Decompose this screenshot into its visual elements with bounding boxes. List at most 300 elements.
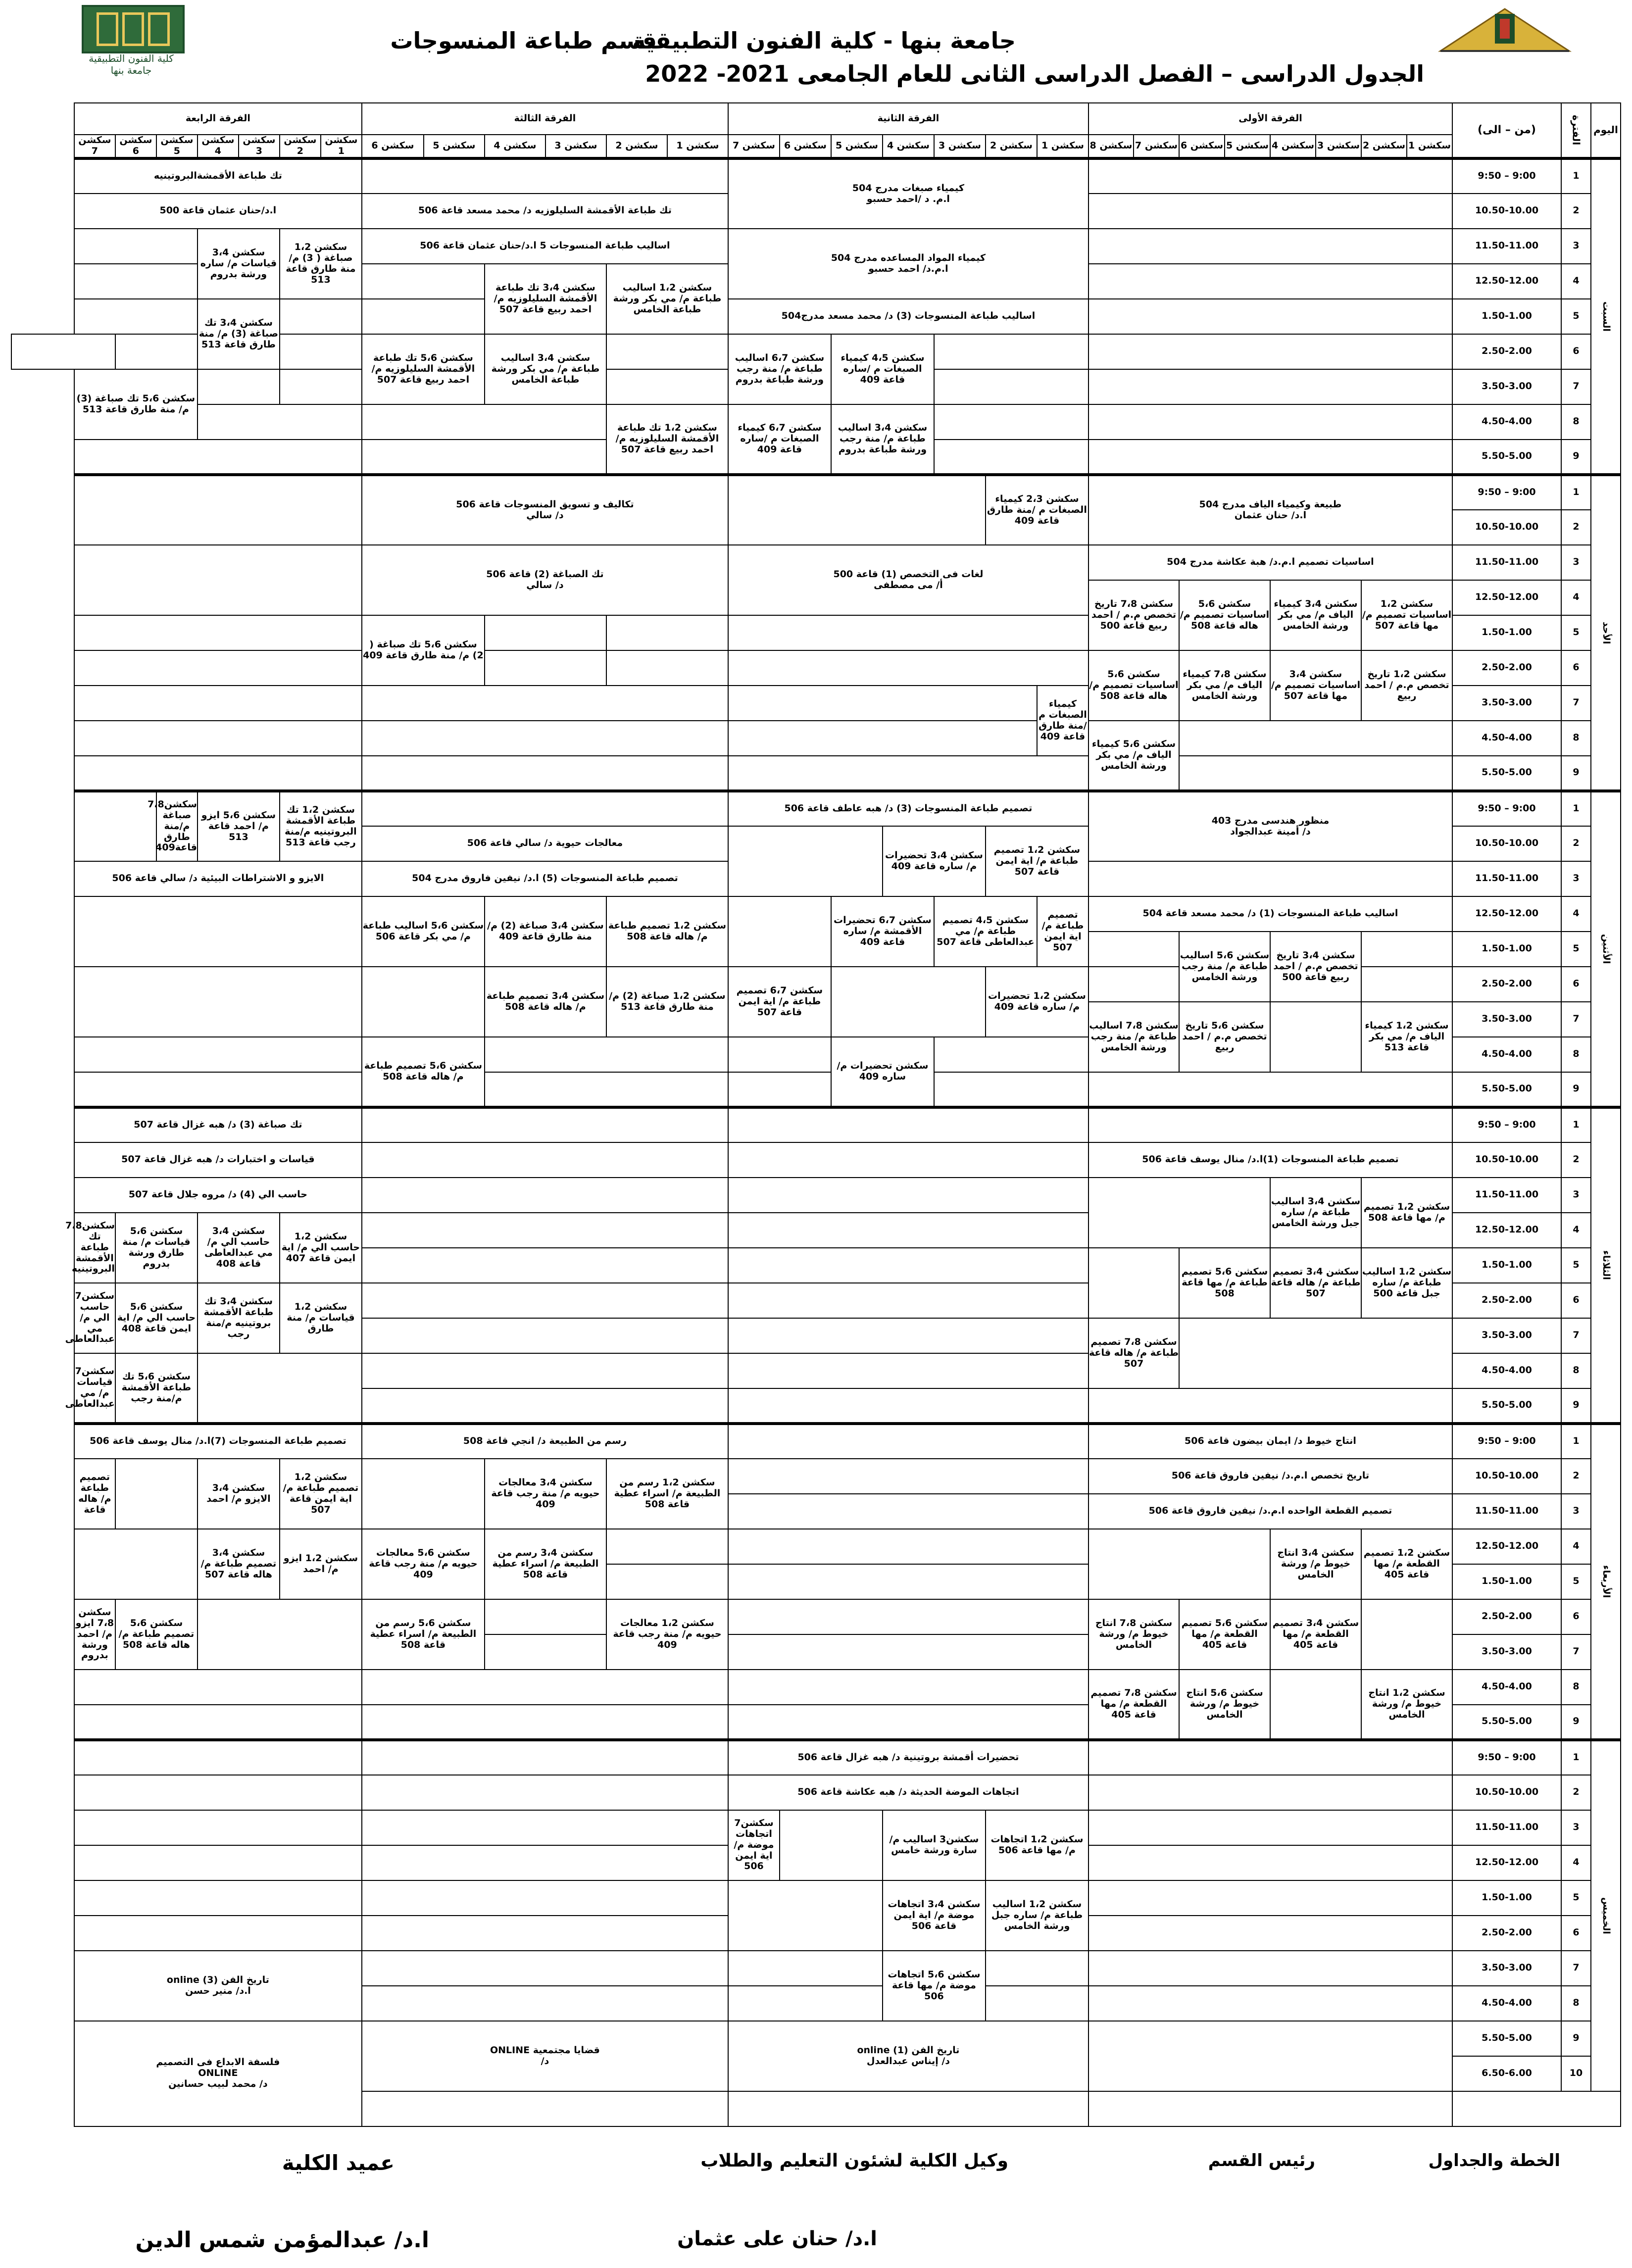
cell-empty (485, 615, 606, 650)
footer-head: رئيس القسم (1208, 2151, 1315, 2170)
period-num: 4 (1561, 1845, 1591, 1880)
cell-empty (728, 1494, 1088, 1529)
cell-empty (74, 1072, 362, 1107)
cell-empty (728, 2091, 1088, 2126)
cell-empty (728, 475, 986, 545)
mon-g4-sec: سكشن7،8 صباغة م/منة طارق قاعة409 (156, 791, 198, 861)
cell-empty (362, 440, 606, 475)
wed-g4-sec: سكشن 3،4 الايزو م/ احمد (198, 1459, 280, 1529)
cell-empty (280, 369, 362, 404)
wed-g4-sec: سكشن 1،2 ايزو م/ احمد (280, 1529, 362, 1599)
time-slot: 5.50-5.00 (1452, 1072, 1561, 1107)
mon-g2-sec: سكشن 1،2 تصميم طباعة م/ اية ايمن قاعة 507 (986, 826, 1088, 896)
period-num: 9 (1561, 2021, 1591, 2056)
sun-g1-sec: سكشن 7،8 تاريخ تخصص م.م / احمد ربيع قاعة 500 (1088, 580, 1179, 650)
time-slot: 3.50-3.00 (1452, 1318, 1561, 1353)
day-wednesday: الأربعاء (1591, 1424, 1621, 1740)
period-num: 7 (1561, 1002, 1591, 1037)
schedule-title: الجدول الدراسى – الفصل الدراسى الثانى للعام الجامعى 2021- 2022 (645, 60, 1424, 87)
time-slot: 11.50-11.00 (1452, 1810, 1561, 1845)
tue-g4-sec: سكشن7 قياسات م/ مي عبدالعاطى (74, 1353, 115, 1424)
cell-empty (362, 967, 485, 1037)
cell-empty (362, 686, 728, 721)
cell-empty (986, 1951, 1088, 1986)
time-slot: 9:50 – 9:00 (1452, 791, 1561, 826)
cell-empty (74, 1810, 362, 1845)
time-slot: 3.50-3.00 (1452, 1634, 1561, 1670)
group-3-header: الفرقة الثالثة (362, 103, 728, 135)
cell-empty (198, 369, 280, 404)
cell-empty (934, 404, 1088, 440)
g4-section: سكشن 3 (239, 135, 280, 158)
cell-empty (74, 756, 362, 791)
time-slot: 5.50-5.00 (1452, 1388, 1561, 1424)
time-slot: 9:50 – 9:00 (1452, 475, 1561, 510)
time-slot: 9:50 – 9:00 (1452, 1107, 1561, 1142)
tue-g4-sec: سكشن 3،4 تك طباعة الأقمشة بروتينيه م/منة رجب (198, 1283, 280, 1353)
tue-g1-sec: سكشن 7،8 تصميم طباعة م/ هاله قاعة 507 (1088, 1318, 1179, 1388)
cell-empty (780, 1810, 883, 1880)
cell-empty (74, 721, 362, 756)
cell-empty (485, 1599, 606, 1634)
mon-g1-sec: سكشن 5،6 تاريخ تخصص م.م / احمد ربيع (1179, 1002, 1270, 1072)
wed-g1-yarn: انتاج خيوط د/ ايمان بيضون قاعة 506 (1088, 1424, 1452, 1459)
cell-empty (728, 1951, 883, 1986)
period-num: 7 (1561, 369, 1591, 404)
cell-empty (606, 615, 728, 650)
g3-section: سكشن 6 (362, 135, 424, 158)
cell-empty (362, 1845, 728, 1880)
period-num: 6 (1561, 650, 1591, 686)
time-slot: 1.50-1.00 (1452, 1564, 1561, 1599)
cell-empty (728, 756, 1088, 791)
cell-empty (1088, 369, 1452, 404)
day-thursday: الخميس (1591, 1740, 1621, 2091)
wed-g1-sec: سكشن 1،2 انتاج خيوط م/ ورشة الخامس (1361, 1670, 1452, 1740)
tue-g1-sec: سكشن 5،6 تصميم طباعة م/ مها قاعة 508 (1179, 1248, 1270, 1318)
time-slot: 9:50 – 9:00 (1452, 1740, 1561, 1775)
sun-g1-design-basics: اساسيات تصميم ا.م.د/ هبة عكاشة مدرج 504 (1088, 545, 1452, 580)
cell-empty (362, 264, 485, 299)
faculty-logo-caption: كلية الفنون التطبيقية جامعة بنها (89, 52, 174, 76)
wed-g3-sec: سكشن 5،6 رسم من الطبيعة م/ اسراء عطية قاعة 508 (362, 1599, 485, 1670)
mon-g3-bio-treatments: معالجات حيوية د/ سالي قاعة 506 (362, 826, 728, 861)
g3-section: سكشن 1 (667, 135, 728, 158)
period-num: 8 (1561, 404, 1591, 440)
time-slot: 10.50-10.00 (1452, 194, 1561, 229)
cell-empty (1088, 1810, 1452, 1845)
period-num: 1 (1561, 791, 1591, 826)
group-4-header: الفرقة الرابعة (74, 103, 362, 135)
sun-g2-sec: سكشن 2،3 كيمياء الصبغات م /منة طارق قاعة 409 (986, 475, 1088, 545)
cell-empty (362, 1388, 728, 1424)
sat-g2-sec: سكشن 4،5 كيمياء الصبغات م /ساره قاعة 409 (831, 334, 934, 404)
period-num: 6 (1561, 1916, 1591, 1951)
cell-empty (74, 1775, 362, 1810)
mon-g3-sec: سكشن 5،6 اساليب طباعة م/ مي بكر قاعة 506 (362, 896, 485, 967)
cell-empty (1270, 1002, 1361, 1072)
sun-g1-sec: سكشن 1،2 تاريخ تخصص م.م / احمد ربيع (1361, 650, 1452, 721)
g1-section: سكشن 3 (1316, 135, 1361, 158)
cell-empty (362, 1986, 728, 2021)
period-num: 6 (1561, 334, 1591, 369)
cell-empty (74, 264, 198, 299)
cell-empty (934, 1072, 1088, 1107)
period-num: 1 (1561, 1740, 1591, 1775)
period-num: 5 (1561, 1880, 1591, 1916)
cell-empty (1088, 1880, 1452, 1916)
cell-empty (1088, 932, 1179, 967)
day-saturday: السبت (1591, 158, 1621, 475)
time-slot: 4.50-4.00 (1452, 1986, 1561, 2021)
time-slot: 5.50-5.00 (1452, 756, 1561, 791)
sat-g2-chem-dyes: كيمياء صبغات مدرج 504 ا.م. د /احمد حسبو (728, 158, 1088, 229)
tue-g4-sec: سكشن7،8 تك طباعة الأقمشة البروتينيه (74, 1213, 115, 1283)
cell-empty (74, 545, 362, 615)
g4-section: سكشن 4 (198, 135, 239, 158)
day-sunday: الأحد (1591, 475, 1621, 791)
wed-g3-sec: سكشن 1،2 معالجات حيويه م/ منة رجب قاعة 409 (606, 1599, 728, 1670)
cell-empty (74, 650, 362, 686)
sun-g2-languages: لغات فى التخصص (1) قاعة 500 أ/ مى مصطفى (728, 545, 1088, 615)
cell-empty (1088, 1740, 1452, 1775)
cell-empty (1088, 1986, 1452, 2021)
period-num: 1 (1561, 1424, 1591, 1459)
period-num: 3 (1561, 1810, 1591, 1845)
sat-g2-sec: سكشن 6،7 اساليب طباعة م/ منة رجب ورشة طباعة بدروم (728, 334, 831, 404)
cell-empty (728, 1599, 1088, 1634)
timetable (11, 102, 1621, 2127)
sun-g3-sec: سكشن 5،6 تك صباغة ( 2) م/ منة طارق قاعة 409 (362, 615, 485, 686)
wed-g4-sec: تصميم طباعة م/ هاله قاعة (74, 1459, 115, 1529)
g2-section: سكشن 2 (986, 135, 1037, 158)
time-slot: 2.50-2.00 (1452, 967, 1561, 1002)
time-slot: 3.50-3.00 (1452, 369, 1561, 404)
cell-empty (728, 1388, 1088, 1424)
cell-empty (934, 334, 1088, 369)
sat-g4-lecturer: ا.د/حنان عثمان قاعة 500 (74, 194, 362, 229)
cell-empty (1088, 229, 1452, 264)
day-header: اليوم (1591, 103, 1621, 158)
cell-empty (74, 686, 362, 721)
time-slot: 2.50-2.00 (1452, 1916, 1561, 1951)
period-num: 4 (1561, 580, 1591, 615)
cell-empty (362, 1107, 728, 1142)
g4-section: سكشن 5 (156, 135, 198, 158)
g3-section: سكشن 4 (485, 135, 545, 158)
sun-g1-sec: سكشن 5،6 كيمياء الياف م/ مي بكر ورشة الخامس (1088, 721, 1179, 791)
sat-g4-sec: سكشن 1،2 صباغة ( 3) م/ منة طارق قاعة 513 (280, 229, 362, 299)
thu-g2-protein-prep: تحضيرات أقمشة بروتينية د/ هبه غزال قاعة 506 (728, 1740, 1088, 1775)
period-num: 1 (1561, 475, 1591, 510)
time-slot: 2.50-2.00 (1452, 650, 1561, 686)
cell-empty (74, 896, 362, 967)
tue-g1-sec: سكشن 1،2 اساليب طباعة م/ ساره جبل قاعة 500 (1361, 1248, 1452, 1318)
cell-empty (728, 896, 831, 967)
cell-empty (362, 1916, 728, 1951)
mon-g2-sec: سكشن 4،5 تصميم طباعة م/ مي عبدالعاطى قاعة 507 (934, 896, 1037, 967)
time-slot: 4.50-4.00 (1452, 1670, 1561, 1705)
day-tuesday: الثلاثاء (1591, 1107, 1621, 1424)
cell-empty (1088, 1072, 1452, 1107)
sun-g3-costing: تكاليف و تسويق المنسوجات قاعة 506 د/ سالي (362, 475, 728, 545)
g2-section: سكشن 7 (728, 135, 780, 158)
tue-g1-design: تصميم طباعة المنسوجات (1)ا.د/ منال يوسف قاعة 506 (1088, 1142, 1452, 1178)
mon-g3-design: تصميم طباعة المنسوجات (5) ا.د/ نيفين فاروق مدرج 504 (362, 861, 728, 896)
cell-empty (728, 1318, 1088, 1353)
day-monday: الأثنين (1591, 791, 1621, 1107)
sat-g4-tech-protein: تك طباعة الأقمشةالبروتينيه (74, 158, 362, 194)
mon-g4-sec: سكشن 5،6 ايزو م/ احمد قاعة 513 (198, 791, 280, 861)
tue-g4-sec: سكشن 5،6 حاسب الي م/ اية ايمن قاعة 408 (115, 1283, 198, 1353)
cell-empty (1088, 299, 1452, 334)
cell-empty (1088, 1388, 1452, 1424)
time-slot: 1.50-1.00 (1452, 932, 1561, 967)
g1-section: سكشن 7 (1134, 135, 1179, 158)
cell-empty (1088, 1178, 1270, 1248)
time-slot: 12.50-12.00 (1452, 580, 1561, 615)
cell-empty (362, 1951, 728, 1986)
cell-empty (934, 369, 1088, 404)
cell-empty (198, 1599, 362, 1670)
university-logo (1435, 4, 1574, 53)
period-num: 2 (1561, 1459, 1591, 1494)
cell-empty (74, 1705, 362, 1740)
cell-empty (1088, 194, 1452, 229)
cell-empty (1361, 1599, 1452, 1670)
cell-empty (728, 650, 1088, 686)
period-num: 8 (1561, 1986, 1591, 2021)
period-num: 8 (1561, 1670, 1591, 1705)
period-num: 6 (1561, 1283, 1591, 1318)
tue-g4-computer: حاسب الي (4) د/ مروه جلال قاعة 507 (74, 1178, 362, 1213)
time-slot: 2.50-2.00 (1452, 334, 1561, 369)
cell-empty (362, 1705, 728, 1740)
cell-empty (986, 1986, 1088, 2021)
thu-g4-art-history: تاريخ الفن (3) online ا.د/ منير حسن (74, 1951, 362, 2021)
sat-g3-sec: سكشن 3،4 تك طباعة الأقمشة السليلوزيه م/ احمد ربيع قاعة 507 (485, 264, 606, 334)
sat-g3-sec: سكشن 3،4 اساليب طباعة م/ مي بكر ورشة طباعة الخامس (485, 334, 606, 404)
cell-empty (362, 756, 728, 791)
time-slot: 5.50-5.00 (1452, 1705, 1561, 1740)
mon-g4-sec: سكشن 1،2 تك طباعة الأقمشة البروتينيه م/منة رجب قاعة 513 (280, 791, 362, 861)
period-num: 5 (1561, 932, 1591, 967)
cell-empty (606, 1564, 728, 1599)
tue-g4-sec: سكشن 1،2 حاسب الي م/ اية ايمن قاعة 407 (280, 1213, 362, 1283)
g1-section: سكشن 1 (1407, 135, 1452, 158)
cell-empty (362, 299, 485, 334)
time-slot: 5.50-5.00 (1452, 2021, 1561, 2056)
sat-g2-sec: سكشن 6،7 كيمياء الصبغات م /ساره قاعة 409 (728, 404, 831, 475)
period-num: 5 (1561, 615, 1591, 650)
cell-empty (1179, 1318, 1452, 1388)
wed-g4-sec: سكشن 3،4 تصميم طباعة م/ هاله قاعة 507 (198, 1529, 280, 1599)
cell-empty (362, 1880, 728, 1916)
tue-g4-sec: سكشن 5،6 قياسات م/ منة طارق ورشة بدروم (115, 1213, 198, 1283)
cell-empty (198, 1353, 362, 1424)
cell-empty (485, 1072, 728, 1107)
mon-g1-sec: سكشن 3،4 تاريخ تخصص م.م / احمد ربيع قاعة 500 (1270, 932, 1361, 1002)
wed-g3-sec: سكشن 3،4 رسم من الطبيعة م/ اسراء عطية قاعة 508 (485, 1529, 606, 1599)
mon-g1-perspective: منظور هندسى مدرج 403 د/ أمينة عبدالجواد (1088, 791, 1452, 861)
cell-empty (362, 1213, 728, 1248)
cell-empty (1088, 861, 1452, 896)
tue-g1-sec: سكشن 3،4 تصميم طباعة م/ هاله قاعة 507 (1270, 1248, 1361, 1318)
sat-g4-sec: سكشن 3،4 تك صباغة (3) م/ منة طارق قاعة 513 (198, 299, 280, 369)
cell-empty (362, 404, 606, 440)
period-num: 4 (1561, 1529, 1591, 1564)
cell-empty (1361, 967, 1452, 1002)
tue-g4-dyeing: تك صباغة (3) د/ هبه غزال قاعة 507 (74, 1107, 362, 1142)
thu-g2-sec: سكشن 5،6 اتجاهات موضة م/ مها قاعة 506 (883, 1951, 986, 2021)
mon-g4-iso: الايزو و الاشتراطات البيئية د/ سالي قاعة 506 (74, 861, 362, 896)
cell-empty (728, 1353, 1088, 1388)
mon-g3-sec: سكشن 3،4 صباغة (2) م/ منة طارق قاعة 409 (485, 896, 606, 967)
sun-g1-sec: سكشن 5،6 اساسيات تصميم م/ هاله قاعة 508 (1088, 650, 1179, 721)
mon-g2-sec: سكشن 3،4 تحضيرات م/ ساره قاعة 409 (883, 826, 986, 896)
g1-section: سكشن 2 (1361, 135, 1407, 158)
period-num: 6 (1561, 1599, 1591, 1634)
faculty-logo (82, 5, 185, 53)
mon-g2-sec: سكشن تحضيرات م/ساره 409 (831, 1037, 934, 1107)
period-num: 5 (1561, 299, 1591, 334)
g1-section: سكشن 8 (1088, 135, 1134, 158)
time-slot: 3.50-3.00 (1452, 1002, 1561, 1037)
cell-empty (74, 1880, 362, 1916)
department-name: قسم طباعة المنسوجات (390, 27, 657, 54)
cell-empty (485, 1634, 606, 1670)
period-num: 2 (1561, 1775, 1591, 1810)
time-slot: 3.50-3.00 (1452, 686, 1561, 721)
wed-g4-sec: سكشن 1،2 تصميم طباعة م/ اية ايمن قاعة 507 (280, 1459, 362, 1529)
period-num: 8 (1561, 1353, 1591, 1388)
cell-empty (74, 229, 198, 264)
time-slot: 4.50-4.00 (1452, 1037, 1561, 1072)
wed-g4-design: تصميم طباعة المنسوجات (7)ا.د/ منال يوسف قاعة 506 (74, 1424, 362, 1459)
sat-g3-sec: سكشن 5،6 تك طباعة الأقمشة السليلوزيه م/ احمد ربيع قاعة 507 (362, 334, 485, 404)
cell-empty (280, 334, 362, 369)
cell-empty (728, 1107, 1088, 1142)
tue-g4-sec: سكشن 5،6 تك طباعة الأقمشة م/منة رجب (115, 1353, 198, 1424)
cell-empty (606, 334, 728, 369)
cell-empty (1088, 440, 1452, 475)
g2-section: سكشن 1 (1037, 135, 1088, 158)
period-num: 2 (1561, 194, 1591, 229)
period-num: 4 (1561, 264, 1591, 299)
cell-empty (362, 1318, 728, 1353)
cell-empty (728, 1037, 831, 1072)
time-slot: 10.50-10.00 (1452, 510, 1561, 545)
cell-empty (11, 334, 115, 369)
time-slot: 12.50-12.00 (1452, 1845, 1561, 1880)
cell-empty (728, 1705, 1088, 1740)
cell-empty (728, 1178, 1088, 1213)
cell-empty (728, 1564, 1088, 1599)
g2-section: سكشن 3 (934, 135, 986, 158)
cell-empty (1088, 1248, 1179, 1318)
footer-dean: عميد الكلية (282, 2151, 395, 2175)
cell-empty (485, 1037, 728, 1072)
cell-empty (1088, 1845, 1452, 1880)
cell-empty (362, 1459, 485, 1529)
cell-empty (74, 967, 362, 1037)
cell-empty (728, 1424, 1088, 1459)
period-num: 7 (1561, 686, 1591, 721)
mon-g3-sec: سكشن 1،2 صباغة (2) م/ منة طارق قاعة 513 (606, 967, 728, 1037)
footer-vice-name: ا.د/ حنان على عثمان (677, 2227, 877, 2250)
period-num: 10 (1561, 2056, 1591, 2091)
g4-section: سكشن 2 (280, 135, 321, 158)
thu-g2-sec: سكشن 3،4 اتجاهات موضة م/ اية ايمن قاعة 506 (883, 1880, 986, 1951)
cell-empty (198, 404, 362, 440)
cell-empty (74, 299, 198, 334)
g4-section: سكشن 1 (321, 135, 362, 158)
wed-g1-single-piece: تصميم القطعة الواحده ا.م.د/ نيفين فاروق قاعة 506 (1088, 1494, 1452, 1529)
mon-g3-sec: سكشن 5،6 تصميم طباعة م/ هاله قاعة 508 (362, 1037, 485, 1107)
cell-empty (1270, 1670, 1361, 1740)
thu-g2-fashion-trends: اتجاهات الموضة الحديثة د/ هبه عكاشة قاعة 506 (728, 1775, 1088, 1810)
g3-section: سكشن 2 (606, 135, 667, 158)
wed-g1-sec: سكشن 5،6 تصميم القطعة م/ مها قاعة 405 (1179, 1599, 1270, 1670)
cell-empty (74, 615, 362, 650)
period-num: 2 (1561, 510, 1591, 545)
g4-section: سكشن 6 (115, 135, 156, 158)
period-num: 9 (1561, 1072, 1591, 1107)
wed-g1-sec: سكشن 3،4 تصميم القطعة م/ مها قاعة 405 (1270, 1599, 1361, 1670)
cell-empty (74, 1740, 362, 1775)
g3-section: سكشن 3 (545, 135, 606, 158)
sat-g4-sec: سكشن 5،6 تك صباغة (3) م/ منة طارق قاعة 513 (74, 369, 198, 440)
wed-g1-sec: سكشن 7،8 انتاج خيوط م/ ورشة الخامس (1088, 1599, 1179, 1670)
period-num: 9 (1561, 1388, 1591, 1424)
time-slot: 1.50-1.00 (1452, 1880, 1561, 1916)
period-num: 7 (1561, 1634, 1591, 1670)
mon-g3-sec: سكشن 3،4 تصميم طباعة م/ هاله قاعة 508 (485, 967, 606, 1037)
cell-empty (74, 1916, 362, 1951)
g2-section: سكشن 5 (831, 135, 883, 158)
mon-g2-sec: سكشن 6،7 تحضيرات الأقمشة م/ ساره قاعة 409 (831, 896, 934, 967)
mon-g2-sec: سكشن 1،2 تحضيرات م/ ساره قاعة 409 (986, 967, 1088, 1037)
time-slot: 11.50-11.00 (1452, 545, 1561, 580)
cell-empty (74, 440, 362, 475)
cell-empty (1088, 404, 1452, 440)
cell-empty (1088, 1916, 1452, 1951)
cell-empty (1088, 1951, 1452, 1986)
group-2-header: الفرقة الثانية (728, 103, 1088, 135)
cell-empty (728, 1213, 1088, 1248)
cell-empty (728, 826, 883, 896)
period-num: 4 (1561, 1213, 1591, 1248)
cell-empty (74, 475, 362, 545)
tue-g1-sec: سكشن 3،4 اساليب طباعة م/ ساره جبل ورشة الخامس (1270, 1178, 1361, 1248)
footer-plan: الخطة والجداول (1428, 2151, 1560, 2170)
cell-empty (362, 1283, 728, 1318)
cell-empty (362, 1248, 728, 1283)
wed-g4-sec: سكشن 7،8 ايزو م/ احمد ورشة بدروم (74, 1599, 115, 1670)
cell-empty (1088, 2091, 1452, 2126)
thu-g4-creativity: فلسفة الابداع فى التصميم ONLINE د/ محمد لبيب حسانين (74, 2021, 362, 2126)
time-slot: 4.50-4.00 (1452, 721, 1561, 756)
time-slot: 4.50-4.00 (1452, 1353, 1561, 1388)
period-num: 1 (1561, 1107, 1591, 1142)
time-slot: 12.50-12.00 (1452, 1213, 1561, 1248)
university-name: جامعة بنها - كلية الفنون التطبيقية (632, 27, 1016, 54)
cell-empty (606, 1529, 728, 1564)
wed-g1-sec: سكشن 7،8 تصميم القطعة م/ مها قاعة 405 (1088, 1670, 1179, 1740)
sat-g4-sec: سكشن 3،4 قياسات م/ ساره ورشة بدروم (198, 229, 280, 299)
cell-empty (728, 1986, 883, 2021)
tue-g4-sec: سكشن 3،4 حاسب الي م/ مي عبدالعاطى قاعة 408 (198, 1213, 280, 1283)
